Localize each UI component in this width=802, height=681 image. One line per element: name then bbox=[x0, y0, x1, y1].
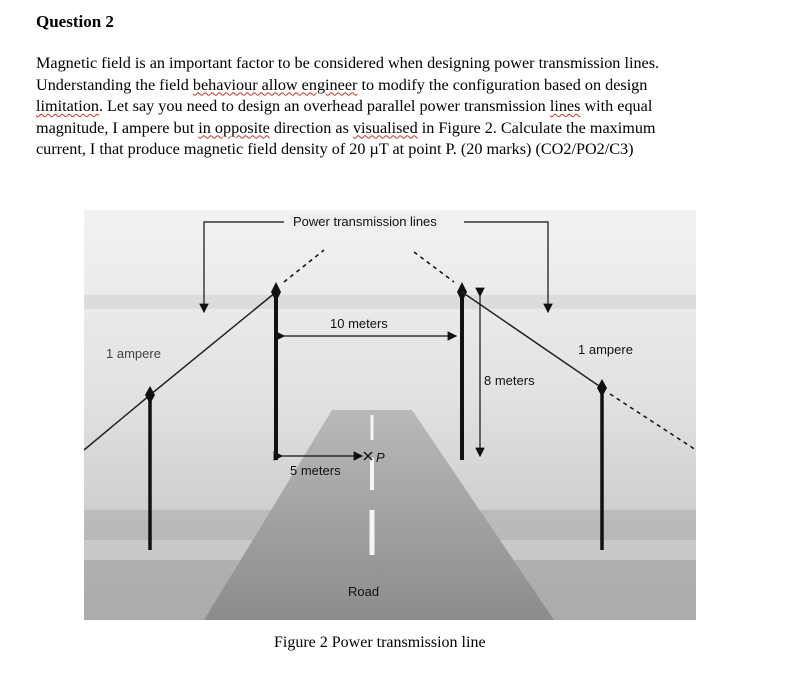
background-band bbox=[84, 295, 696, 309]
underlined-text: behaviour allow engineer bbox=[192, 75, 358, 94]
height-label: 8 meters bbox=[484, 373, 535, 388]
figure-caption: Figure 2 Power transmission line bbox=[274, 634, 486, 651]
paragraph-line bbox=[36, 96, 776, 118]
underlined-text: visualised bbox=[352, 118, 418, 137]
text-segment: magnitude, I ampere but bbox=[36, 118, 199, 137]
text-segment: with equal bbox=[580, 97, 653, 115]
paragraph-line bbox=[36, 139, 776, 161]
text-segment: Understanding the field bbox=[36, 75, 193, 94]
paragraph-line bbox=[36, 75, 776, 97]
text-segment: current, I that produce magnetic field density of 20 µT at point P. (20 marks) (CO2/PO2/C3) bbox=[36, 140, 634, 158]
left-current-label: 1 ampere bbox=[106, 346, 161, 361]
right-current-label: 1 ampere bbox=[578, 342, 633, 357]
text-segment: . Let say you need to design an overhead parallel power transmission bbox=[98, 97, 550, 115]
underlined-text: in opposite bbox=[198, 118, 270, 137]
text-segment: direction as bbox=[269, 118, 353, 137]
road-label: Road bbox=[348, 584, 380, 599]
text-segment: Magnetic field is an important factor to be considered when designing power transmission lines. bbox=[36, 54, 660, 72]
underlined-text: lines bbox=[549, 97, 581, 115]
question-paragraph bbox=[36, 53, 776, 161]
point-p-label: P bbox=[376, 450, 385, 465]
text-segment: to modify the configuration based on design bbox=[357, 75, 648, 94]
paragraph-line bbox=[36, 53, 776, 75]
distance-top-label: 10 meters bbox=[330, 316, 388, 331]
underlined-text: limitation bbox=[36, 97, 99, 115]
distance-bottom-label: 5 meters bbox=[290, 463, 341, 478]
question-heading: Question 2 bbox=[36, 12, 114, 31]
paragraph-line bbox=[36, 118, 776, 140]
text-segment: in Figure 2. Calculate the maximum bbox=[417, 118, 656, 137]
figure-drawing bbox=[84, 210, 696, 620]
figure-2 bbox=[84, 210, 696, 620]
figure-title-label: Power transmission lines bbox=[290, 214, 440, 229]
